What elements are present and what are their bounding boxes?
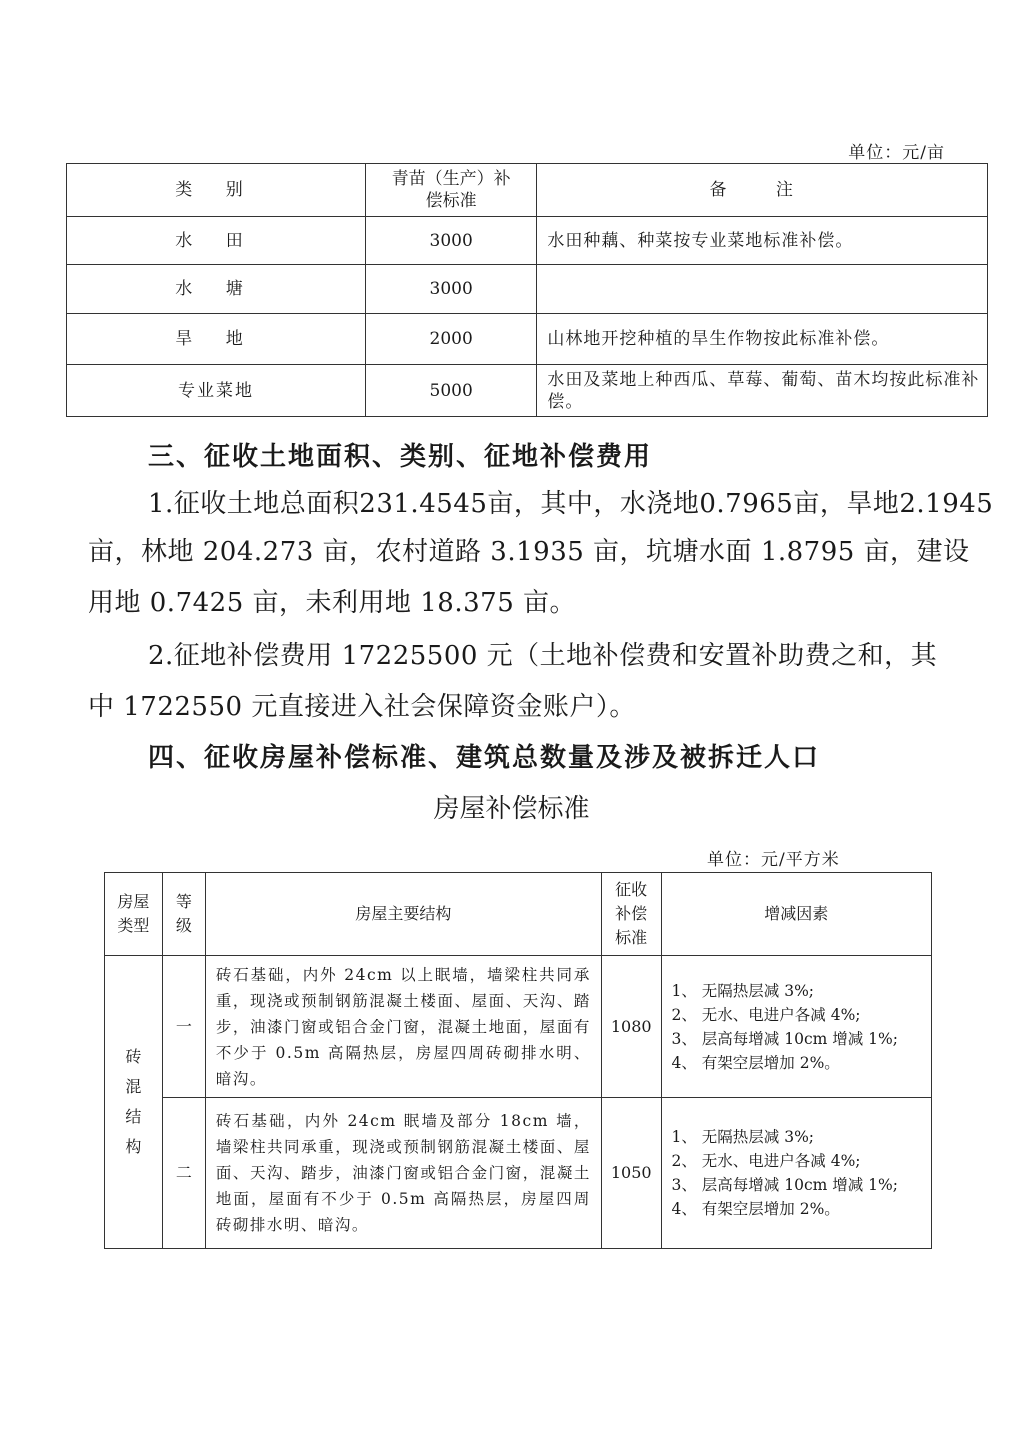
table-row <box>105 956 932 1098</box>
table-row <box>67 365 988 417</box>
header-standard-line1: 青苗（生产）补 <box>391 169 511 189</box>
section3-para1-line3: 用地 0.7425 亩，未利用地 18.375 亩。 <box>88 588 577 618</box>
section4-heading: 四、征收房屋补偿标准、建筑总数量及涉及被拆迁人口 <box>148 743 821 773</box>
structure-cell: 砖石基础，内外 24cm 眠墙及部分 18cm 墙，墙梁柱共同承重，现浇或预制钢筋混凝土楼面、屋面、天沟、踏步，油漆门窗或铝合金门窗，混凝土地面，屋面有不少于 0.5m 高隔热层，房屋四周砖砌排水明、暗沟。 <box>205 1098 601 1249</box>
header-category: 类 别 <box>67 164 366 217</box>
table2-title: 房屋补偿标准 <box>433 794 590 824</box>
row-category: 旱 地 <box>67 314 366 365</box>
header-standard-line2: 偿标准 <box>425 191 477 211</box>
row-category: 水 田 <box>67 217 366 265</box>
factor-item: 2、 无水、电进户各减 4%; <box>671 1005 861 1024</box>
header-remarks: 备 注 <box>537 164 988 217</box>
table-row <box>67 265 988 314</box>
table2-header-row <box>105 873 932 956</box>
header-grade <box>162 873 205 956</box>
header-standard-line3: 标准 <box>615 928 648 947</box>
crop-compensation-table <box>66 163 988 417</box>
row-standard: 3000 <box>366 217 537 265</box>
header-standard-line2: 补偿 <box>615 904 648 923</box>
row-standard: 3000 <box>366 265 537 314</box>
table1-unit-label: 单位：元/亩 <box>848 143 945 163</box>
header-house-type-line1: 房屋 <box>117 892 150 911</box>
table-row <box>67 314 988 365</box>
section3-heading: 三、征收土地面积、类别、征地补偿费用 <box>148 442 653 472</box>
row-standard: 5000 <box>366 365 537 417</box>
header-standard-line1: 征收 <box>615 880 648 899</box>
house-type-cell <box>105 956 163 1249</box>
header-standard <box>601 873 661 956</box>
table-row <box>105 1098 932 1249</box>
house-type-char: 构 <box>125 1137 142 1156</box>
header-standard <box>366 164 537 217</box>
row-category: 水 塘 <box>67 265 366 314</box>
row-remark: 水田种藕、种菜按专业菜地标准补偿。 <box>537 217 988 265</box>
house-type-char: 混 <box>125 1077 142 1096</box>
header-factors: 增减因素 <box>661 873 932 956</box>
header-grade-line2: 级 <box>175 916 192 935</box>
structure-cell: 砖石基础，内外 24cm 以上眠墙，墙梁柱共同承重，现浇或预制钢筋混凝土楼面、屋面、天沟、踏步，油漆门窗或铝合金门窗，混凝土地面，屋面有不少于 0.5m 高隔热层，房屋四周砖砌排水明、暗沟。 <box>205 956 601 1098</box>
table1-header-row <box>67 164 988 217</box>
factors-cell <box>661 956 932 1098</box>
row-remark: 山林地开挖种植的旱生作物按此标准补偿。 <box>537 314 988 365</box>
house-type-char: 结 <box>125 1107 142 1126</box>
factors-cell <box>661 1098 932 1249</box>
table2-unit-label: 单位：元/平方米 <box>707 850 840 870</box>
factor-item: 2、 无水、电进户各减 4%; <box>671 1152 861 1170</box>
factor-item: 4、 有架空层增加 2%。 <box>671 1200 840 1218</box>
row-category: 专业菜地 <box>67 365 366 417</box>
grade-cell: 一 <box>162 956 205 1098</box>
section3-para1-line2: 亩，林地 204.273 亩，农村道路 3.1935 亩，坑塘水面 1.8795 亩，建设 <box>88 537 970 567</box>
section3-para1-line1: 1.征收土地总面积231.4545亩，其中，水浇地0.7965亩，旱地2.1945 <box>148 489 994 519</box>
factor-item: 1、 无隔热层减 3%; <box>671 1128 815 1146</box>
section3-para2-line1: 2.征地补偿费用 17225500 元（土地补偿费和安置补助费之和，其 <box>148 641 938 671</box>
factor-item: 1、 无隔热层减 3%; <box>671 981 815 1000</box>
row-remark: 水田及菜地上种西瓜、草莓、葡萄、苗木均按此标准补偿。 <box>537 365 988 417</box>
standard-cell: 1050 <box>601 1098 661 1249</box>
factor-item: 4、 有架空层增加 2%。 <box>671 1053 840 1072</box>
factor-item: 3、 层高每增减 10cm 增减 1%; <box>671 1029 898 1048</box>
standard-cell: 1080 <box>601 956 661 1098</box>
header-structure: 房屋主要结构 <box>205 873 601 956</box>
row-standard: 2000 <box>366 314 537 365</box>
row-remark <box>537 265 988 314</box>
header-house-type-line2: 类型 <box>117 916 150 935</box>
header-grade-line1: 等 <box>175 892 192 911</box>
section3-para2-line2: 中 1722550 元直接进入社会保障资金账户）。 <box>88 692 636 722</box>
house-type-char: 砖 <box>125 1047 142 1066</box>
house-compensation-table <box>104 872 932 1249</box>
grade-cell: 二 <box>162 1098 205 1249</box>
factor-item: 3、 层高每增减 10cm 增减 1%; <box>671 1176 898 1194</box>
header-house-type <box>105 873 163 956</box>
table-row <box>67 217 988 265</box>
